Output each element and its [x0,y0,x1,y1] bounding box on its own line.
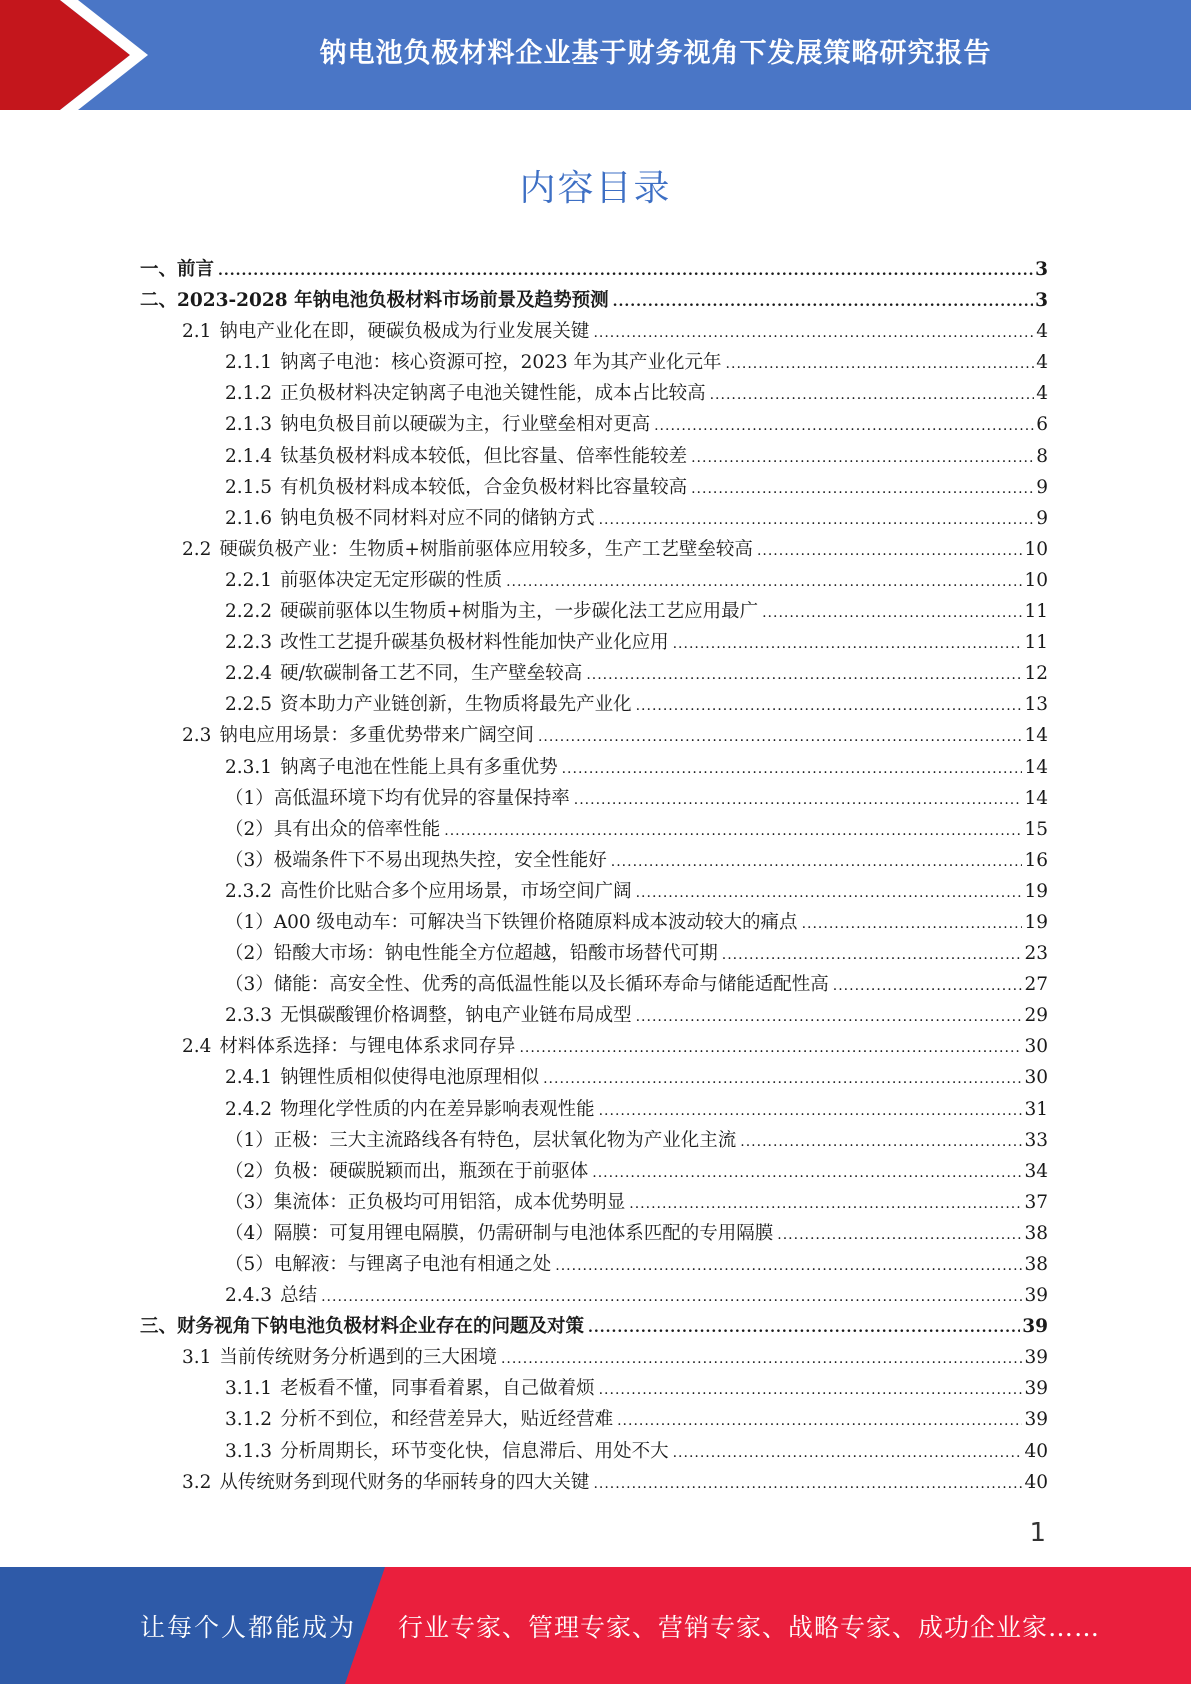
toc-entry-page: 29 [1024,1005,1048,1027]
toc-entry-page: 37 [1024,1191,1048,1213]
toc-dot-leader [802,909,1023,940]
toc-entry-text: （5）电解液：与锂离子电池有相通之处 [225,1254,552,1275]
toc-entry[interactable] [140,876,1048,907]
toc-entry-text: 钠离子电池：核心资源可控，2023 年为其产业化元年 [280,352,722,374]
toc-entry-page: 9 [1036,507,1048,529]
toc-entry[interactable] [140,378,1048,409]
toc-entry-page: 15 [1024,818,1048,840]
toc-entry-text: 钠电产业化在即，硬碳负极成为行业发展关键 [219,321,590,343]
toc-entry-text: 钠电负极不同材料对应不同的储钠方式 [280,507,595,529]
footer-slogan-left: 让每个人都能成为 [140,1612,357,1642]
toc-dot-leader [555,1251,1022,1282]
toc-dot-leader [592,1158,1022,1189]
toc-entry[interactable] [140,907,1048,938]
toc-entry-page: 14 [1024,756,1048,778]
toc-dot-leader [613,287,1034,318]
toc-dot-leader [218,256,1033,287]
toc-entry-number: 2.2 [182,538,212,560]
toc-entry-text: 有机负极材料成本较低，合金负极材料比容量较高 [280,476,688,498]
toc-entry-text: 钠锂性质相似使得电池原理相似 [280,1067,540,1089]
toc-entry[interactable] [140,658,1048,689]
toc-dot-leader [599,1096,1023,1127]
toc-dot-leader [654,411,1034,442]
toc-entry[interactable] [140,409,1048,440]
toc-entry[interactable] [140,1187,1048,1218]
toc-entry-number: 2.1.2 [225,383,273,405]
toc-dot-leader [519,1033,1022,1064]
toc-entry-page: 6 [1036,414,1048,436]
toc-entry-number: 2.4.3 [225,1285,273,1307]
toc-entry-page: 4 [1036,383,1048,405]
toc-entry-number: 2.4.1 [225,1067,273,1089]
toc-dot-leader [833,971,1023,1002]
toc-entry-text: 物理化学性质的内在差异影响表观性能 [280,1098,595,1120]
toc-entry-page: 40 [1024,1440,1048,1462]
toc-entry-text: 无惧碳酸锂价格调整，钠电产业链布局成型 [280,1005,632,1027]
toc-dot-leader [636,878,1023,909]
toc-entry[interactable] [140,1373,1048,1404]
toc-entry-number: 2.2.1 [225,569,273,591]
toc-dot-leader [617,1406,1022,1437]
toc-entry-page: 11 [1024,601,1048,623]
toc-entry-number: 2.2.2 [225,601,273,623]
toc-entry-text: 三、财务视角下钠电池负极材料企业存在的问题及对策 [140,1316,585,1338]
toc-entry[interactable] [140,969,1048,1000]
toc-entry[interactable] [140,1404,1048,1435]
toc-entry-page: 9 [1036,476,1048,498]
toc-entry[interactable] [140,441,1048,472]
toc-entry-number: 2.4 [182,1036,212,1058]
toc-entry-text: （1）正极：三大主流路线各有特色，层状氧化物为产业化主流 [225,1129,737,1151]
toc-dot-leader [599,1375,1023,1406]
toc-entry-number: 2.4.2 [225,1098,273,1120]
toc-entry[interactable] [140,347,1048,378]
toc-entry[interactable] [140,1467,1048,1498]
toc-entry[interactable] [140,1094,1048,1125]
toc-entry[interactable] [140,1156,1048,1187]
toc-entry-number: 3.1 [182,1347,212,1369]
toc-entry-page: 19 [1024,911,1048,933]
toc-entry-text: 钠电负极目前以硬碳为主，行业壁垒相对更高 [280,414,651,436]
toc-dot-leader [593,1469,1022,1500]
toc-entry[interactable] [140,1125,1048,1156]
toc-entry-page: 12 [1024,663,1048,685]
toc-entry-text: 高性价比贴合多个应用场景，市场空间广阔 [280,880,632,902]
page-footer [0,1567,1191,1684]
table-of-contents [140,254,1048,1498]
toc-entry-page: 30 [1024,1067,1048,1089]
toc-entry-text: （4）隔膜：可复用锂电隔膜，仍需研制与电池体系匹配的专用隔膜 [225,1222,774,1244]
toc-entry-page: 13 [1024,694,1048,716]
toc-dot-leader [740,1127,1022,1158]
toc-entry-text: 改性工艺提升碳基负极材料性能加快产业化应用 [280,632,669,654]
toc-entry-text: （2）具有出众的倍率性能 [225,818,441,840]
report-header [0,0,1191,110]
toc-entry-page: 40 [1024,1471,1048,1493]
toc-entry-number: 2.2.3 [225,632,273,654]
toc-entry[interactable] [140,938,1048,969]
toc-entry-number: 2.1.5 [225,476,273,498]
toc-entry[interactable] [140,1218,1048,1249]
toc-entry-text: 当前传统财务分析遇到的三大困境 [219,1347,497,1369]
toc-entry-text: （2）铅酸大市场：钠电性能全方位超越，铅酸市场替代可期 [225,943,718,965]
toc-entry-number: 2.3.3 [225,1005,273,1027]
page-number: 1 [1029,1518,1046,1548]
toc-dot-leader [444,816,1022,847]
toc-entry-number: 2.3.2 [225,880,273,902]
toc-entry-text: 硬碳前驱体以生物质+树脂为主，一步碳化法工艺应用最广 [280,601,759,623]
footer-slogan-right: 行业专家、管理专家、营销专家、战略专家、成功企业家…… [398,1612,1101,1642]
toc-entry-number: 3.1.1 [225,1378,273,1400]
toc-entry-number: 2.2.4 [225,663,273,685]
toc-entry-text: （3）极端条件下不易出现热失控，安全性能好 [225,849,607,871]
toc-entry-page: 30 [1024,1036,1048,1058]
toc-dot-leader [636,691,1023,722]
header-arrow-decoration [0,0,160,110]
toc-entry-number: 2.3 [182,725,212,747]
toc-entry-text: 老板看不懂，同事看着累，自己做着烦 [280,1378,595,1400]
toc-dot-leader [691,443,1034,474]
toc-entry[interactable] [140,1311,1048,1342]
toc-entry-text: 材料体系选择：与锂电体系求同存异 [219,1036,516,1058]
toc-entry-number: 3.2 [182,1471,212,1493]
toc-dot-leader [588,1313,1020,1344]
toc-entry-page: 31 [1024,1098,1048,1120]
toc-entry[interactable] [140,814,1048,845]
toc-entry-page: 14 [1024,725,1048,747]
toc-entry-page: 3 [1035,290,1048,312]
toc-dot-leader [726,349,1034,380]
toc-entry[interactable] [140,534,1048,565]
toc-entry-number: 2.1 [182,321,212,343]
toc-dot-leader [543,1064,1022,1095]
toc-dot-leader [599,505,1034,536]
toc-entry-text: 总结 [280,1285,318,1307]
toc-entry-text: 钠电应用场景：多重优势带来广阔空间 [219,725,534,747]
toc-entry-text: （3）储能：高安全性、优秀的高低温性能以及长循环寿命与储能适配性高 [225,974,829,996]
toc-entry-page: 4 [1036,352,1048,374]
toc-dot-leader [593,318,1034,349]
toc-entry[interactable] [140,689,1048,720]
toc-dot-leader [562,754,1023,785]
toc-entry-page: 39 [1022,1316,1048,1338]
toc-entry-text: 钛基负极材料成本较低，但比容量、倍率性能较差 [280,445,688,467]
toc-dot-leader [506,567,1022,598]
toc-entry[interactable] [140,596,1048,627]
toc-entry-page: 27 [1024,974,1048,996]
toc-entry-page: 10 [1024,538,1048,560]
toc-dot-leader [501,1344,1023,1375]
toc-dot-leader [691,474,1034,505]
toc-entry-number: 2.2.5 [225,694,273,716]
report-title: 钠电池负极材料企业基于财务视角下发展策略研究报告 [319,37,992,69]
toc-entry-text: 从传统财务到现代财务的华丽转身的四大关键 [219,1471,590,1493]
toc-entry[interactable] [140,316,1048,347]
toc-entry-number: 2.1.1 [225,352,273,374]
toc-entry-number: 3.1.3 [225,1440,273,1462]
toc-entry-number: 3.1.2 [225,1409,273,1431]
toc-dot-leader [673,1438,1023,1469]
toc-entry-page: 39 [1024,1378,1048,1400]
toc-entry[interactable] [140,1280,1048,1311]
toc-entry-page: 19 [1024,880,1048,902]
toc-entry[interactable] [140,503,1048,534]
toc-dot-leader [722,940,1023,971]
toc-entry-text: 钠离子电池在性能上具有多重优势 [280,756,558,778]
toc-dot-leader [710,380,1034,411]
toc-entry[interactable] [140,565,1048,596]
toc-entry-text: （3）集流体：正负极均可用铝箔，成本优势明显 [225,1191,626,1213]
toc-entry-text: （1）A00 级电动车：可解决当下铁锂价格随原料成本波动较大的痛点 [225,911,798,933]
toc-entry[interactable] [140,1436,1048,1467]
toc-dot-leader [321,1282,1022,1313]
toc-entry-page: 39 [1024,1409,1048,1431]
toc-entry-page: 10 [1024,569,1048,591]
toc-entry[interactable] [140,1342,1048,1373]
toc-entry-text: 分析不到位，和经营差异大，贴近经营难 [280,1409,614,1431]
toc-entry[interactable] [140,1249,1048,1280]
toc-entry-text: 分析周期长，环节变化快，信息滞后、用处不大 [280,1440,669,1462]
toc-entry-page: 38 [1024,1254,1048,1275]
toc-entry-text: 正负极材料决定钠离子电池关键性能，成本占比较高 [280,383,706,405]
toc-entry-page: 34 [1024,1160,1048,1182]
toc-entry-text: 硬碳负极产业：生物质+树脂前驱体应用较多，生产工艺壁垒较高 [219,538,753,560]
toc-entry-text: 一、前言 [140,259,215,280]
toc-dot-leader [629,1189,1022,1220]
toc-dot-leader [538,722,1023,753]
toc-entry-page: 33 [1024,1129,1048,1151]
toc-dot-leader [757,536,1023,567]
toc-entry[interactable] [140,1000,1048,1031]
toc-entry-page: 23 [1024,943,1048,965]
toc-entry[interactable] [140,472,1048,503]
toc-dot-leader [636,1002,1023,1033]
toc-entry-page: 14 [1024,787,1048,809]
toc-entry[interactable] [140,845,1048,876]
toc-title: 内容目录 [519,168,672,209]
toc-entry[interactable] [140,1062,1048,1093]
toc-entry-page: 38 [1024,1222,1048,1244]
toc-entry-page: 39 [1024,1347,1048,1369]
toc-entry-text: 二、2023-2028 年钠电池负极材料市场前景及趋势预测 [140,290,609,312]
toc-entry[interactable] [140,627,1048,658]
toc-entry-text: 资本助力产业链创新，生物质将最先产业化 [280,694,632,716]
toc-entry-text: （1）高低温环境下均有优异的容量保持率 [225,787,570,809]
toc-dot-leader [611,847,1023,878]
toc-entry[interactable] [140,720,1048,751]
toc-entry-number: 2.1.3 [225,414,273,436]
toc-entry[interactable] [140,254,1048,285]
toc-entry-text: 前驱体决定无定形碳的性质 [280,569,503,591]
toc-dot-leader [586,660,1022,691]
toc-entry-number: 2.1.4 [225,445,273,467]
toc-entry[interactable] [140,783,1048,814]
toc-entry-text: 硬/软碳制备工艺不同，生产壁垒较高 [280,663,583,685]
toc-dot-leader [777,1220,1022,1251]
toc-entry-page: 4 [1036,321,1048,343]
toc-dot-leader [574,785,1023,816]
toc-entry-page: 39 [1024,1285,1048,1307]
toc-entry-number: 2.1.6 [225,507,273,529]
toc-entry[interactable] [140,285,1048,316]
toc-entry[interactable] [140,752,1048,783]
toc-entry-number: 2.3.1 [225,756,273,778]
toc-entry-page: 16 [1024,849,1048,871]
toc-dot-leader [673,629,1023,660]
toc-dot-leader [762,598,1022,629]
toc-entry-text: （2）负极：硬碳脱颖而出，瓶颈在于前驱体 [225,1160,589,1182]
toc-entry-page: 11 [1024,632,1048,654]
toc-entry[interactable] [140,1031,1048,1062]
toc-entry-page: 8 [1036,445,1048,467]
toc-entry-page: 3 [1035,259,1048,280]
